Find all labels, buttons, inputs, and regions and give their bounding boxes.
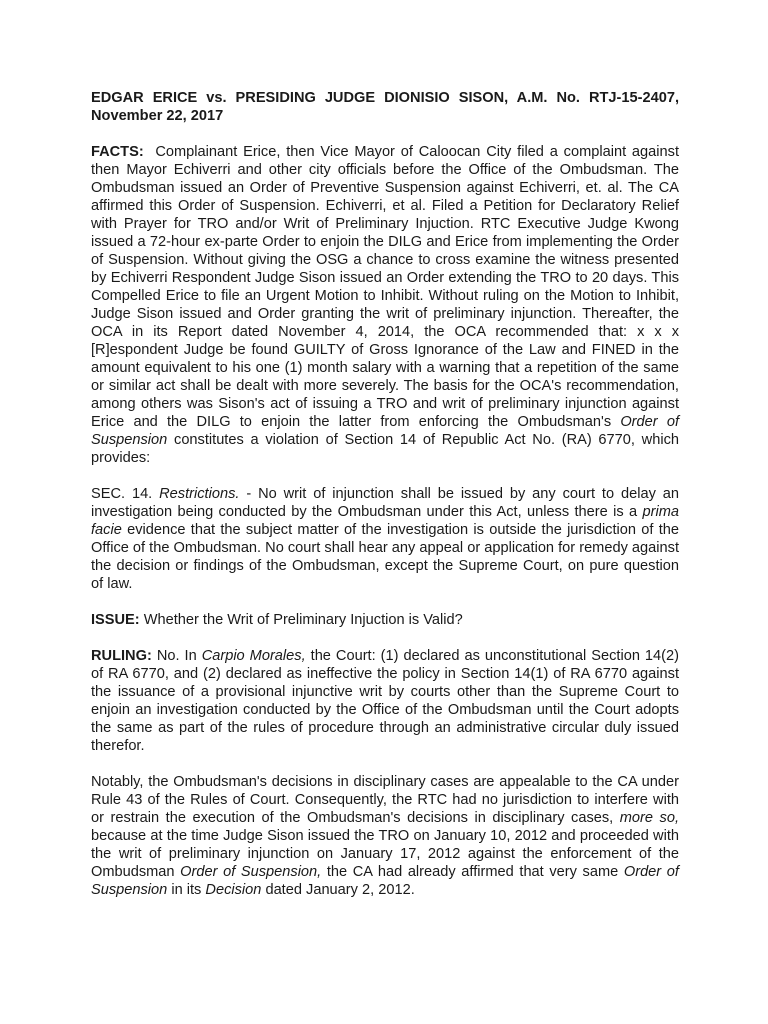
notably-paragraph <box>91 773 679 899</box>
notably-text-5: dated January 2, 2012. <box>265 882 415 898</box>
ruling-text-end: the Court: (1) declared as unconstitutional Section 14(2) of RA 6770, and (2) declared as ineffective the policy in Section 14(1) of RA 6770 against the issuance of a provisional injunctive writ by courts other than the Supreme Court to enjoin an investigation conducted by the Office of the Ombudsman until the Court adopts the same as part of the rules of procedure through an administrative circular duly issued therefor. <box>91 648 679 754</box>
facts-italic-order: Order of Suspension <box>91 414 680 448</box>
notably-text-2: because at the time Judge Sison issued the TRO on January 10, 2012 and proceeded with the writ of preliminary injunction on January 17, 2012 against the enforcement of the Ombudsman <box>91 828 679 880</box>
section-14-lead: SEC. 14. <box>91 486 153 502</box>
issue-paragraph <box>91 611 679 629</box>
section-14-text-end: evidence that the subject matter of the investigation is outside the jurisdiction of the Office of the Ombudsman. No court shall hear any appeal or application for remedy against the decision or findings of the Ombudsman, except the Supreme Court, on pure question of law. <box>91 522 679 592</box>
notably-order-2: Order of Suspension <box>91 864 679 898</box>
notably-decision: Decision <box>205 882 262 898</box>
facts-paragraph <box>91 143 679 467</box>
case-title: EDGAR ERICE vs. PRESIDING JUDGE DIONISIO SISON, A.M. No. RTJ-15-2407, November 22, 2017 <box>91 90 679 124</box>
document-page <box>91 89 679 917</box>
ruling-case-name: Carpio Morales, <box>201 648 306 664</box>
notably-more-so: more so, <box>619 810 680 826</box>
issue-label: ISSUE: <box>91 612 140 628</box>
facts-text-end: constitutes a violation of Section 14 of Republic Act No. (RA) 6770, which provides: <box>91 432 679 466</box>
notably-text-3: the CA had already affirmed that very same <box>326 864 619 880</box>
ruling-label: RULING: <box>91 648 152 664</box>
issue-text: Whether the Writ of Preliminary Injuction is Valid? <box>143 612 463 628</box>
notably-text-1: Notably, the Ombudsman's decisions in disciplinary cases are appealable to the CA under Rule 43 of the Rules of Court. Consequently, the RTC had no jurisdiction to interfere with or restrain the execution of the Ombudsman's decisions in disciplinary cases, <box>91 774 679 826</box>
facts-label: FACTS: <box>91 144 144 160</box>
notably-order-1: Order of Suspension, <box>180 864 322 880</box>
section-14-title: Restrictions. <box>159 486 240 502</box>
ruling-paragraph <box>91 647 679 755</box>
section-14-paragraph <box>91 485 679 593</box>
facts-text: Complainant Erice, then Vice Mayor of Caloocan City filed a complaint against then Mayor Echiverri and other city officials before the Office of the Ombudsman. The Ombudsman issued an Order of Preventive Suspension against Echiverri, et. al. The CA affirmed this Order of Suspension. Echiverri, et al. Filed a Petition for Declaratory Relief with Prayer for TRO and/or Writ of Preliminary Injuction. RTC Executive Judge Kwong issued a 72-hour ex-parte Order to enjoin the DILG and Erice from implementing the Order of Suspension. Without giving the OSG a chance to cross examine the witness presented by Echiverri Respondent Judge Sison issued an Order extending the TRO to 20 days. This Compelled Erice to file an Urgent Motion to Inhibit. Without ruling on the Motion to Inhibit, Judge Sison issued and Order granting the writ of preliminary injunction. Thereafter, the OCA in its Report dated November 4, 2014, the OCA recommended that: x x x [R]espondent Judge be found GUILTY of Gross Ignorance of the Law and FINED in the amount equivalent to his one (1) month salary with a warning that a repetition of the same or similar act shall be dealt with more severely. The basis for the OCA's recommendation, among others was Sison's act of issuing a TRO and writ of preliminary injunction against Erice and the DILG to enjoin the latter from enforcing the Ombudsman's <box>91 144 679 430</box>
notably-text-4: in its <box>171 882 202 898</box>
ruling-text: No. In <box>156 648 197 664</box>
section-14-text: - No writ of injunction shall be issued by any court to delay an investigation being conducted by the Ombudsman under this Act, unless there is a <box>91 486 679 520</box>
section-14-prima-facie: prima facie <box>91 504 679 538</box>
